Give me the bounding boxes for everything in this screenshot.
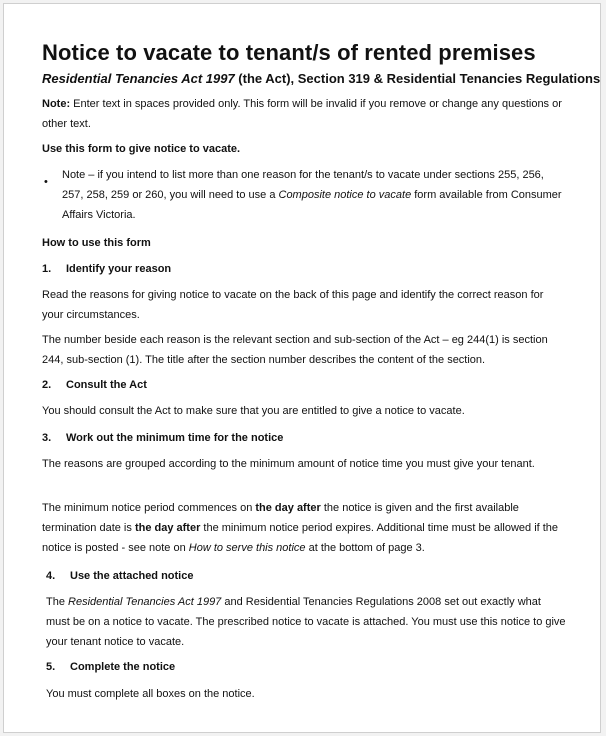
section-4-paragraph — [46, 592, 566, 652]
document-title: Notice to vacate to tenant/s of rented premises — [42, 40, 536, 65]
section-heading-4 — [46, 570, 193, 582]
text-run: the minimum notice period expires. Additional time must be allowed if the notice is posted - see note on — [42, 522, 559, 554]
section-1-paragraph-1: Read the reasons for giving notice to vacate on the back of this page and identify the correct reason for your circumstances. — [42, 289, 544, 321]
how-to-heading: How to use this form — [42, 237, 151, 249]
section-3-paragraph-1: The reasons are grouped according to the minimum amount of notice time you must give your tenant. — [42, 458, 535, 470]
note-text: Enter text in spaces provided only. This form will be invalid if you remove or change any questions or other text. — [42, 98, 562, 130]
bullet-text-1: Note – if you intend to list more than one reason for the tenant/s to vacate under sections 255, 256, 257, 258, 259 or 260, you will need to use a — [62, 169, 544, 201]
section-heading-3 — [42, 432, 283, 444]
section-title: Complete the notice — [70, 661, 176, 673]
section-heading-1 — [42, 263, 171, 275]
italic-run: How to serve this notice — [188, 542, 306, 554]
bullet-italic: Composite notice to vacate — [278, 189, 412, 201]
bullet-icon: • — [44, 176, 48, 188]
note-paragraph — [42, 94, 562, 134]
text-run: and Residential Tenancies Regulations 2008 set out exactly what must be on a notice to vacate. The prescribed notice to vacate is attached. You must use this notice to give your tenant notice to vacate. — [46, 596, 566, 648]
text-run: the notice is given and the first available termination date is — [42, 502, 519, 534]
text-run: The — [46, 596, 69, 608]
section-heading-5 — [46, 661, 175, 673]
section-title: Identify your reason — [66, 263, 172, 275]
section-5-paragraph: You must complete all boxes on the notice. — [46, 688, 255, 700]
section-3-paragraph-2 — [42, 498, 562, 558]
section-heading-2 — [42, 379, 147, 391]
text-run: at the bottom of page 3. — [305, 542, 425, 554]
bold-run: the day after — [134, 522, 201, 534]
subtitle-act: Residential Tenancies Act 1997 — [42, 71, 235, 86]
section-number: 1. — [42, 263, 52, 275]
section-1-paragraph-2: The number beside each reason is the relevant section and sub-section of the Act – eg 244(1) is section 244, sub-section (1). The title after the section number describes the content of the section. — [42, 334, 548, 366]
use-form-heading: Use this form to give notice to vacate. — [42, 143, 241, 155]
bullet-paragraph — [62, 165, 562, 225]
section-number: 4. — [46, 570, 56, 582]
section-number: 3. — [42, 432, 52, 444]
section-number: 2. — [42, 379, 52, 391]
text-run: The minimum notice period commences on — [42, 502, 256, 514]
bullet-text-2: form available from Consumer Affairs Victoria. — [62, 189, 562, 221]
note-label: Note: — [42, 98, 71, 110]
italic-run: Residential Tenancies Act 1997 — [68, 596, 222, 608]
section-2-paragraph: You should consult the Act to make sure that you are entitled to give a notice to vacate. — [42, 405, 465, 417]
document-subtitle — [42, 71, 600, 86]
section-title: Consult the Act — [66, 379, 147, 391]
bold-run: the day after — [255, 502, 321, 514]
section-title: Work out the minimum time for the notice — [66, 432, 284, 444]
section-number: 5. — [46, 661, 56, 673]
section-title: Use the attached notice — [70, 570, 194, 582]
subtitle-rest: (the Act), Section 319 & Residential Tenancies Regulations — [234, 71, 601, 86]
document-page — [3, 3, 601, 733]
